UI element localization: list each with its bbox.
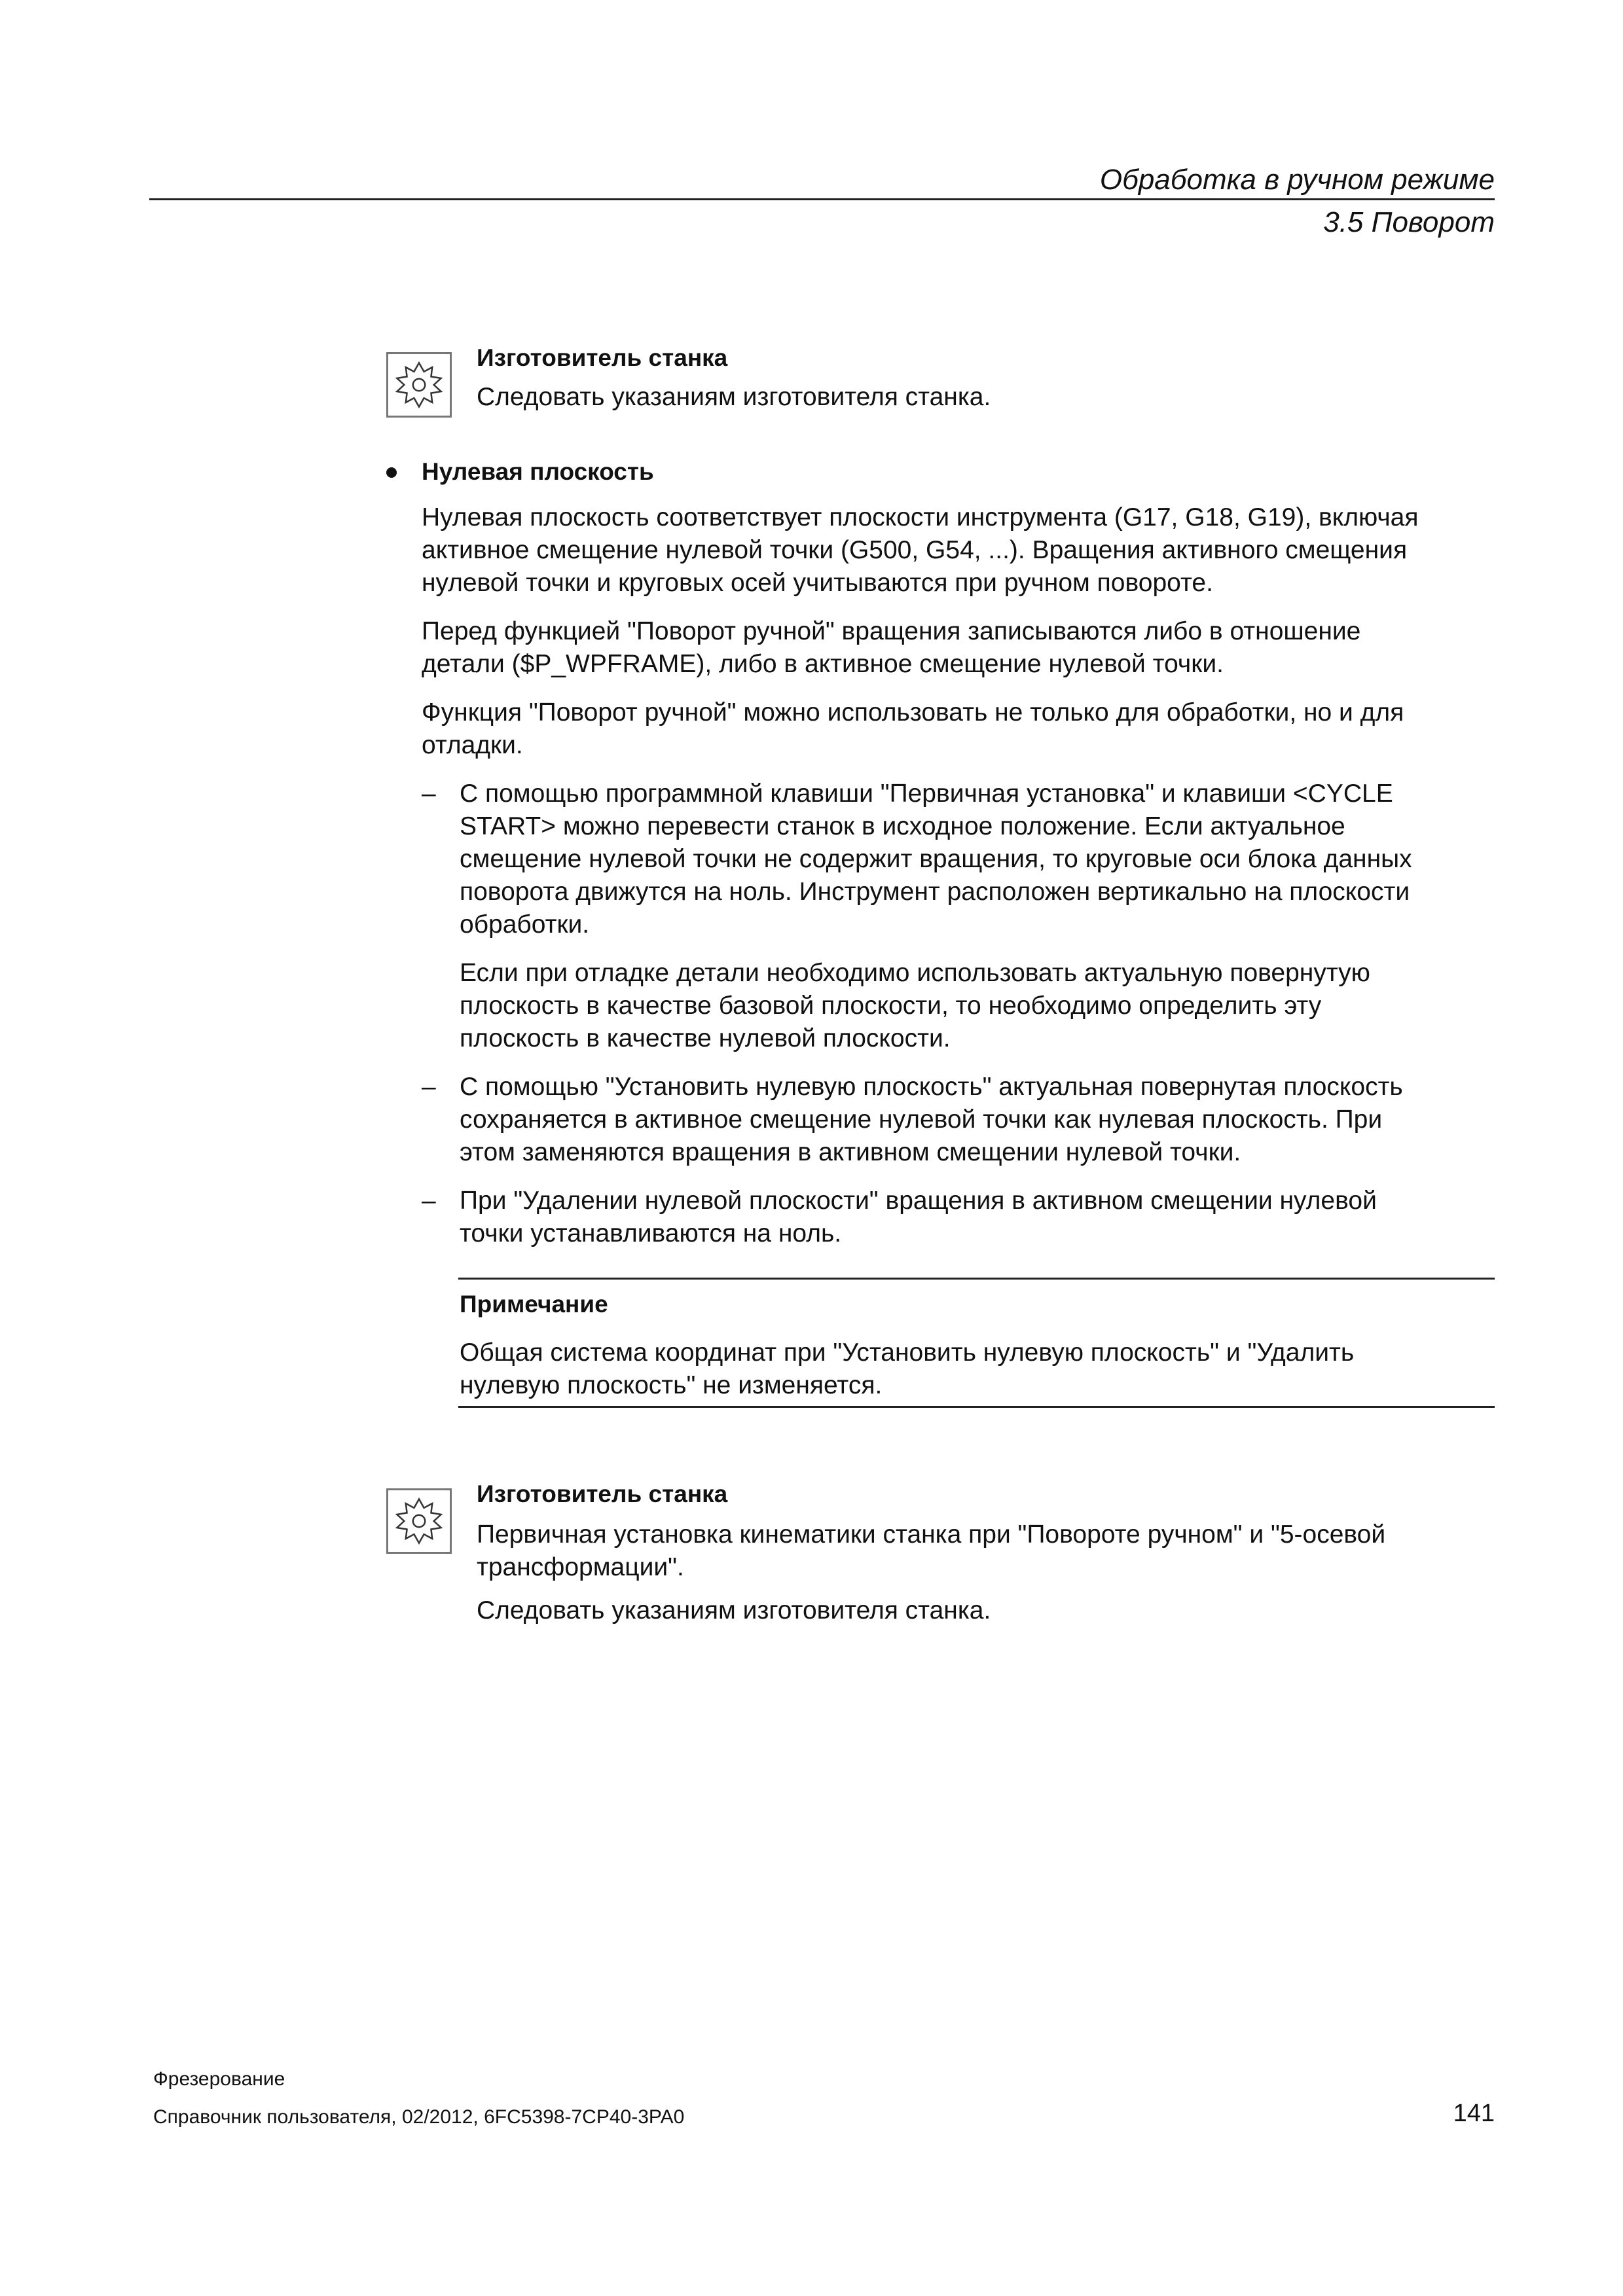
text-line: точки устанавливаются на ноль. — [460, 1219, 842, 1247]
bullet-dot — [386, 467, 397, 478]
text-line: С помощью "Установить нулевую плоскость" актуальная повернутая плоскость — [460, 1073, 1403, 1101]
gear-icon — [386, 352, 452, 418]
chapter-title: Обработка в ручном режиме — [1099, 164, 1495, 196]
text-line: обработки. — [460, 910, 590, 939]
manufacturer-note-title: Изготовитель станка — [477, 1480, 728, 1507]
text-line: Перед функцией "Поворот ручной" вращения записываются либо в отношение — [422, 617, 1361, 645]
text-line: С помощью программной клавиши "Первичная установка" и клавиши <CYCLE — [460, 780, 1393, 808]
text-line: плоскость в качестве нулевой плоскости. — [460, 1024, 951, 1052]
text-line: START> можно перевести станок в исходное положение. Если актуальное — [460, 812, 1345, 840]
text-line: нулевую плоскость" не изменяется. — [460, 1371, 883, 1399]
text-line: детали ($P_WPFRAME), либо в активное смещение нулевой точки. — [422, 650, 1224, 678]
text-line: отладки. — [422, 731, 523, 759]
text-line: плоскость в качестве базовой плоскости, то необходимо определить эту — [460, 992, 1322, 1020]
header-rule — [149, 198, 1495, 200]
dash-item-reset — [460, 778, 1412, 941]
dash-marker: – — [422, 1073, 436, 1101]
text-line: При "Удалении нулевой плоскости" вращения в активном смещении нулевой — [460, 1187, 1377, 1215]
paragraph-zero-plane-3 — [422, 696, 1404, 762]
paragraph-zero-plane-1 — [422, 501, 1419, 600]
text-line: Первичная установка кинематики станка при "Повороте ручном" и "5-осевой — [477, 1520, 1386, 1549]
note-text — [460, 1336, 1354, 1402]
note-bottom-rule — [458, 1406, 1495, 1408]
text-line: Функция "Поворот ручной" можно использовать не только для обработки, но и для — [422, 698, 1404, 726]
dash-item-delete-zero-plane — [460, 1185, 1377, 1250]
footer-document: Справочник пользователя, 02/2012, 6FC5398-7CP40-3PA0 — [153, 2106, 685, 2128]
text-line: Если при отладке детали необходимо использовать актуальную повернутую — [460, 959, 1370, 987]
dash-marker: – — [422, 1187, 436, 1215]
footer-product: Фрезерование — [153, 2068, 285, 2090]
note-title: Примечание — [460, 1291, 608, 1318]
page-number: 141 — [1453, 2100, 1495, 2127]
text-line: сохраняется в активное смещение нулевой точки как нулевая плоскость. При — [460, 1105, 1383, 1134]
text-line: трансформации". — [477, 1553, 684, 1581]
text-line: активное смещение нулевой точки (G500, G54, ...). Вращения активного смещения — [422, 536, 1408, 564]
manufacturer-note-title: Изготовитель станка — [477, 344, 728, 371]
text-line: Общая система координат при "Установить нулевую плоскость" и "Удалить — [460, 1338, 1355, 1367]
manufacturer-note-text: Следовать указаниям изготовителя станка. — [477, 383, 991, 411]
text-line: Нулевая плоскость соответствует плоскости инструмента (G17, G18, G19), включая — [422, 503, 1419, 531]
text-line: нулевой точки и круговых осей учитываются при ручном повороте. — [422, 569, 1213, 597]
text-line: смещение нулевой точки не содержит вращения, то круговые оси блока данных — [460, 845, 1412, 873]
text-line: поворота движутся на ноль. Инструмент расположен вертикально на плоскости — [460, 878, 1410, 906]
gear-icon — [386, 1488, 452, 1554]
note-top-rule — [458, 1278, 1495, 1280]
text-line: этом заменяются вращения в активном смещении нулевой точки. — [460, 1138, 1241, 1166]
section-title: 3.5 Поворот — [1323, 206, 1495, 238]
paragraph-zero-plane-2 — [422, 615, 1360, 681]
manufacturer-note-text — [477, 1518, 1385, 1584]
dash-marker: – — [422, 780, 436, 808]
section-heading-zero-plane: Нулевая плоскость — [422, 458, 654, 485]
dash-item-set-zero-plane — [460, 1071, 1403, 1169]
manufacturer-note-text-2: Следовать указаниям изготовителя станка. — [477, 1596, 991, 1624]
dash-item-reset-extra — [460, 957, 1370, 1055]
